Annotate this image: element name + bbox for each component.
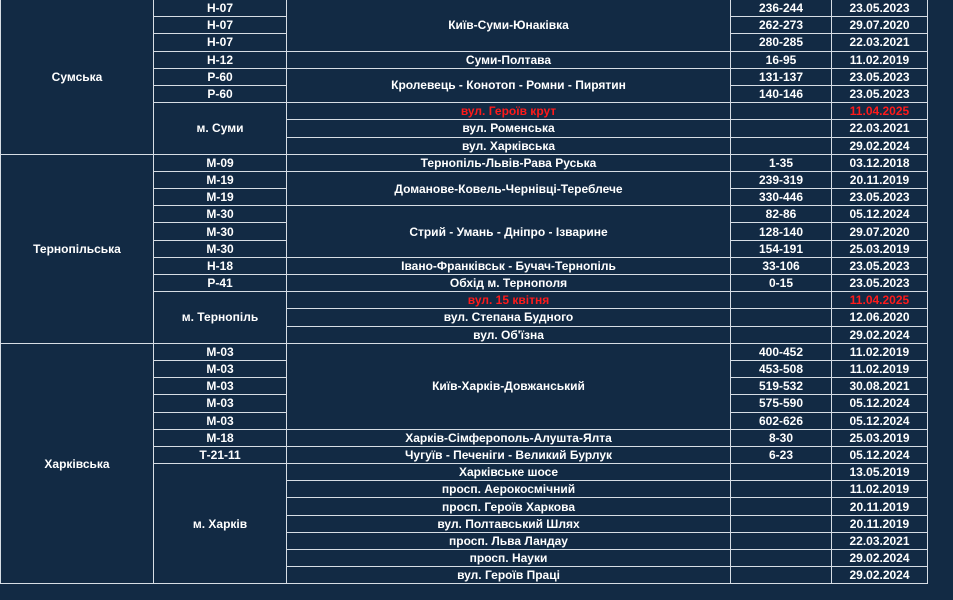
road-name: вул. Героїв крут — [287, 103, 731, 120]
km-range: 154-191 — [731, 240, 832, 257]
repair-date: 05.12.2024 — [832, 206, 928, 223]
repair-date: 29.07.2020 — [832, 223, 928, 240]
km-range: 16-95 — [731, 51, 832, 68]
repair-date: 12.06.2020 — [832, 309, 928, 326]
repair-date: 23.05.2023 — [832, 189, 928, 206]
blank-cell — [928, 550, 953, 567]
road-name: Харків-Сімферополь-Алушта-Ялта — [287, 429, 731, 446]
km-range: 239-319 — [731, 171, 832, 188]
blank-cell — [928, 206, 953, 223]
repair-date: 29.02.2024 — [832, 550, 928, 567]
km-range: 236-244 — [731, 0, 832, 17]
km-range: 280-285 — [731, 34, 832, 51]
km-range: 82-86 — [731, 206, 832, 223]
repair-date: 30.08.2021 — [832, 378, 928, 395]
km-range: 33-106 — [731, 257, 832, 274]
blank-cell — [928, 481, 953, 498]
road-code: Н-18 — [154, 257, 287, 274]
road-code: М-03 — [154, 378, 287, 395]
repair-date: 11.02.2019 — [832, 51, 928, 68]
km-range — [731, 515, 832, 532]
city-name: м. Суми — [154, 103, 287, 155]
km-range — [731, 137, 832, 154]
repair-date: 22.03.2021 — [832, 532, 928, 549]
repair-date: 22.03.2021 — [832, 120, 928, 137]
road-name: вул. Полтавський Шлях — [287, 515, 731, 532]
blank-cell — [928, 68, 953, 85]
road-name: Тернопіль-Львів-Рава Руська — [287, 154, 731, 171]
km-range — [731, 464, 832, 481]
blank-cell — [928, 103, 953, 120]
blank-cell — [928, 154, 953, 171]
blank-cell — [928, 567, 953, 584]
road-code: Н-07 — [154, 34, 287, 51]
blank-cell — [928, 171, 953, 188]
table-row — [1, 154, 953, 171]
road-name: просп. Науки — [287, 550, 731, 567]
road-name: вул. Харківська — [287, 137, 731, 154]
blank-cell — [928, 51, 953, 68]
road-name: Обхід м. Тернополя — [287, 275, 731, 292]
blank-cell — [928, 34, 953, 51]
road-name: вул. 15 квітня — [287, 292, 731, 309]
km-range — [731, 550, 832, 567]
road-name: Суми-Полтава — [287, 51, 731, 68]
road-name: Чугуїв - Печеніги - Великий Бурлук — [287, 446, 731, 463]
repair-date: 23.05.2023 — [832, 275, 928, 292]
region-name: Тернопільська — [1, 154, 154, 343]
repair-date: 11.02.2019 — [832, 481, 928, 498]
road-name: вул. Степана Будного — [287, 309, 731, 326]
km-range — [731, 532, 832, 549]
road-name: Стрий - Умань - Дніпро - Ізварине — [287, 206, 731, 258]
road-code: Н-07 — [154, 17, 287, 34]
repair-date: 23.05.2023 — [832, 68, 928, 85]
km-range: 140-146 — [731, 85, 832, 102]
blank-cell — [928, 532, 953, 549]
km-range: 330-446 — [731, 189, 832, 206]
km-range — [731, 481, 832, 498]
repair-date: 25.03.2019 — [832, 240, 928, 257]
blank-cell — [928, 223, 953, 240]
road-name: Київ-Харків-Довжанський — [287, 343, 731, 429]
km-range: 400-452 — [731, 343, 832, 360]
road-code: М-30 — [154, 223, 287, 240]
repair-date: 29.02.2024 — [832, 326, 928, 343]
km-range — [731, 567, 832, 584]
km-range: 131-137 — [731, 68, 832, 85]
road-name: Івано-Франківськ - Бучач-Тернопіль — [287, 257, 731, 274]
km-range: 0-15 — [731, 275, 832, 292]
km-range: 575-590 — [731, 395, 832, 412]
road-name: Кролевець - Конотоп - Ромни - Пирятин — [287, 68, 731, 102]
blank-cell — [928, 0, 953, 17]
repair-date: 22.03.2021 — [832, 34, 928, 51]
blank-cell — [928, 240, 953, 257]
roads-table-body — [1, 0, 953, 584]
blank-cell — [928, 515, 953, 532]
blank-cell — [928, 326, 953, 343]
blank-cell — [928, 412, 953, 429]
repair-date: 23.05.2023 — [832, 0, 928, 17]
road-code: М-30 — [154, 206, 287, 223]
blank-cell — [928, 189, 953, 206]
blank-cell — [928, 257, 953, 274]
table-row — [1, 343, 953, 360]
repair-date: 11.02.2019 — [832, 343, 928, 360]
road-name: вул. Роменська — [287, 120, 731, 137]
road-code: М-03 — [154, 412, 287, 429]
blank-cell — [928, 137, 953, 154]
city-name: м. Харків — [154, 464, 287, 584]
road-code: М-30 — [154, 240, 287, 257]
km-range: 602-626 — [731, 412, 832, 429]
km-range — [731, 103, 832, 120]
km-range: 262-273 — [731, 17, 832, 34]
blank-cell — [928, 85, 953, 102]
road-code: Н-07 — [154, 0, 287, 17]
km-range: 453-508 — [731, 360, 832, 377]
blank-cell — [928, 309, 953, 326]
km-range: 1-35 — [731, 154, 832, 171]
km-range — [731, 326, 832, 343]
repair-date: 29.02.2024 — [832, 567, 928, 584]
repair-date: 25.03.2019 — [832, 429, 928, 446]
road-code: Р-41 — [154, 275, 287, 292]
repair-date: 20.11.2019 — [832, 498, 928, 515]
blank-cell — [928, 360, 953, 377]
road-code: М-03 — [154, 395, 287, 412]
blank-cell — [928, 292, 953, 309]
road-code: М-19 — [154, 171, 287, 188]
repair-date: 20.11.2019 — [832, 171, 928, 188]
blank-cell — [928, 429, 953, 446]
repair-date: 13.05.2019 — [832, 464, 928, 481]
road-name: просп. Льва Ландау — [287, 532, 731, 549]
repair-date: 05.12.2024 — [832, 446, 928, 463]
blank-cell — [928, 378, 953, 395]
km-range: 6-23 — [731, 446, 832, 463]
road-code: Н-12 — [154, 51, 287, 68]
road-code: Т-21-11 — [154, 446, 287, 463]
km-range — [731, 120, 832, 137]
region-name: Сумська — [1, 0, 154, 154]
blank-cell — [928, 120, 953, 137]
repair-date: 11.04.2025 — [832, 103, 928, 120]
road-code: Р-60 — [154, 68, 287, 85]
road-name: Харківське шосе — [287, 464, 731, 481]
repair-date: 05.12.2024 — [832, 395, 928, 412]
repair-date: 29.02.2024 — [832, 137, 928, 154]
blank-cell — [928, 498, 953, 515]
repair-date: 05.12.2024 — [832, 412, 928, 429]
road-code: М-03 — [154, 343, 287, 360]
table-row — [1, 0, 953, 17]
road-name: просп. Аерокосмічний — [287, 481, 731, 498]
road-code: Р-60 — [154, 85, 287, 102]
blank-cell — [928, 343, 953, 360]
blank-cell — [928, 275, 953, 292]
road-code: М-03 — [154, 360, 287, 377]
road-name: вул. Об'їзна — [287, 326, 731, 343]
road-code: М-18 — [154, 429, 287, 446]
road-name: Київ-Суми-Юнаківка — [287, 0, 731, 51]
km-range: 8-30 — [731, 429, 832, 446]
km-range — [731, 498, 832, 515]
blank-cell — [928, 446, 953, 463]
repair-date: 11.04.2025 — [832, 292, 928, 309]
km-range: 128-140 — [731, 223, 832, 240]
repair-date: 11.02.2019 — [832, 360, 928, 377]
repair-date: 23.05.2023 — [832, 85, 928, 102]
road-name: просп. Героїв Харкова — [287, 498, 731, 515]
road-code: М-09 — [154, 154, 287, 171]
km-range — [731, 309, 832, 326]
road-name: вул. Героїв Праці — [287, 567, 731, 584]
blank-cell — [928, 395, 953, 412]
repair-date: 29.07.2020 — [832, 17, 928, 34]
blank-cell — [928, 17, 953, 34]
km-range — [731, 292, 832, 309]
repair-date: 20.11.2019 — [832, 515, 928, 532]
blank-cell — [928, 464, 953, 481]
repair-date: 03.12.2018 — [832, 154, 928, 171]
road-name: Доманове-Ковель-Чернівці-Тереблече — [287, 171, 731, 205]
city-name: м. Тернопіль — [154, 292, 287, 344]
repair-date: 23.05.2023 — [832, 257, 928, 274]
road-code: М-19 — [154, 189, 287, 206]
km-range: 519-532 — [731, 378, 832, 395]
region-name: Харківська — [1, 343, 154, 584]
